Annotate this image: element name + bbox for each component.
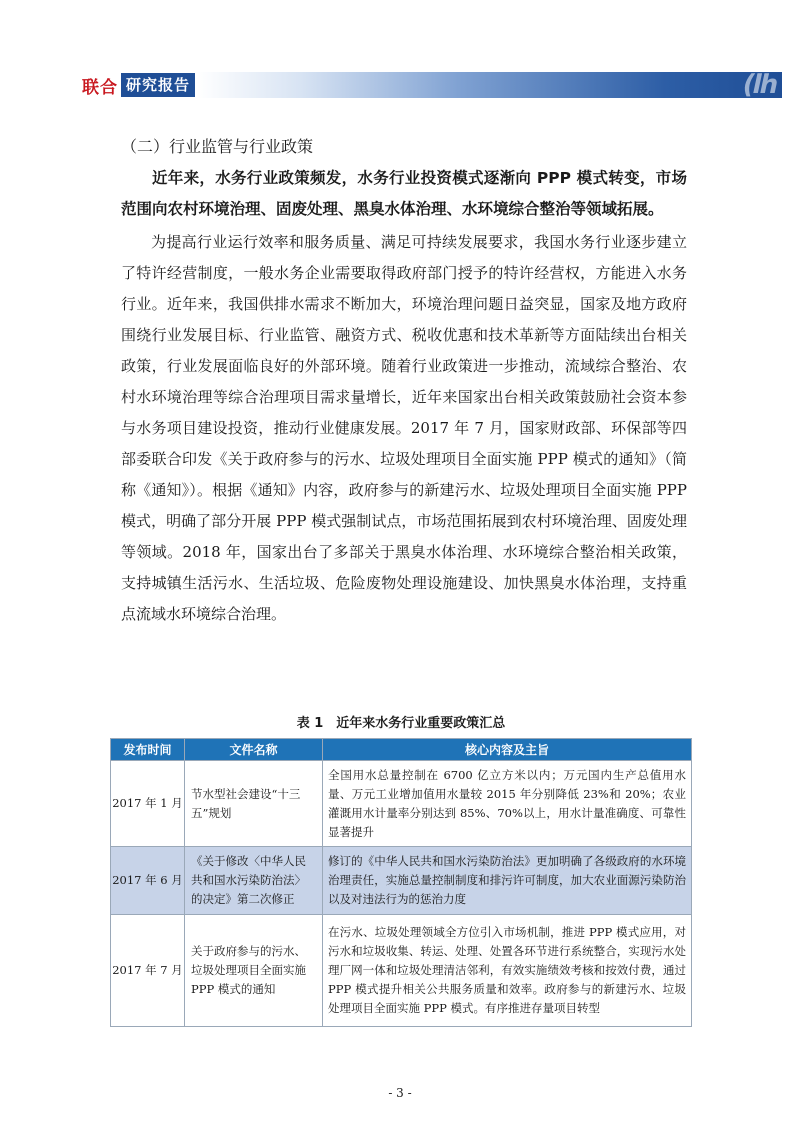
section-content <box>121 135 687 630</box>
table-cell-date: 2017 年 6 月 <box>111 847 185 915</box>
table-cell-date: 2017 年 7 月 <box>111 915 185 1027</box>
table-row <box>111 847 692 915</box>
table-caption: 表 1 近年来水务行业重要政策汇总 <box>296 716 506 731</box>
table-cell-name: 节水型社会建设“十三五”规划 <box>185 761 323 847</box>
table-row <box>111 915 692 1027</box>
policy-table <box>110 738 692 1027</box>
table-cell-core: 修订的《中华人民共和国水污染防治法》更加明确了各级政府的水环境治理责任，实施总量控制制度和排污许可制度，加大农业面源污染防治以及对违法行为的惩治力度 <box>323 847 692 915</box>
table-cell-date: 2017 年 1 月 <box>111 761 185 847</box>
company-logo-icon: (lh <box>739 70 780 100</box>
table-cell-core: 全国用水总量控制在 6700 亿立方米以内；万元国内生产总值用水量、万元工业增加值用水量较 2015 年分别降低 23%和 20%；农业灌溉用水计量率分别达到 85%、70%以上，用水计量准确度、可靠性显著提升 <box>323 761 692 847</box>
report-header <box>82 72 782 98</box>
table-cell-name: 《关于修改〈中华人民共和国水污染防治法〉的决定》第二次修正 <box>185 847 323 915</box>
lead-paragraph: 近年来，水务行业政策频发，水务行业投资模式逐渐向 PPP 模式转变，市场范围向农村环境治理、固废处理、黑臭水体治理、水环境综合整治等领域拓展。 <box>121 169 687 218</box>
page-number: - 3 - <box>388 1086 412 1100</box>
table-row <box>111 761 692 847</box>
brand-name-part2: 研究报告 <box>121 73 195 97</box>
column-header-date: 发布时间 <box>111 739 185 761</box>
column-header-name: 文件名称 <box>185 739 323 761</box>
column-header-core: 核心内容及主旨 <box>323 739 692 761</box>
brand-name-part1: 联合 <box>82 77 118 98</box>
body-paragraph: 为提高行业运行效率和服务质量、满足可持续发展要求，我国水务行业逐步建立了特许经营制度，一般水务企业需要取得政府部门授予的特许经营权，方能进入水务行业。近年来，我国供排水需求不断加大，环境治理问题日益突显，国家及地方政府围绕行业发展目标、行业监管、融资方式、税收优惠和技术革新等方面陆续出台相关政策，行业发展面临良好的外部环境。随着行业政策进一步推动，流域综合整治、农村水环境治理等综合治理项目需求量增长，近年来国家出台相关政策鼓励社会资本参与水务项目建设投资，推动行业健康发展。2017 年 7 月，国家财政部、环保部等四部委联合印发《关于政府参与的污水、垃圾处理项目全面实施 PPP 模式的通知》（简称《通知》）。根据《通知》内容，政府参与的新建污水、垃圾处理项目全面实施 PPP 模式，明确了部分开展 PPP 模式强制试点，市场范围拓展到农村环境治理、固废处理等领域。2018 年，国家出台了多部关于黑臭水体治理、水环境综合整治相关政策，支持城镇生活污水、生活垃圾、危险废物处理设施建设、加快黑臭水体治理，支持重点流域水环境综合治理。 <box>121 233 687 623</box>
header-gradient-bar <box>197 72 782 98</box>
table-header-row <box>111 739 692 761</box>
table-cell-core: 在污水、垃圾处理领域全方位引入市场机制，推进 PPP 模式应用，对污水和垃圾收集、转运、处理、处置各环节进行系统整合，实现污水处理厂网一体和垃圾处理清洁邻利，有效实施绩效考核和按效付费，通过 PPP 模式提升相关公共服务质量和效率。政府参与的新建污水、垃圾处理项目全面实施 PPP 模式。有序推进存量项目转型 <box>323 915 692 1027</box>
table-cell-name: 关于政府参与的污水、垃圾处理项目全面实施 PPP 模式的通知 <box>185 915 323 1027</box>
section-title: （二）行业监管与行业政策 <box>121 137 314 156</box>
